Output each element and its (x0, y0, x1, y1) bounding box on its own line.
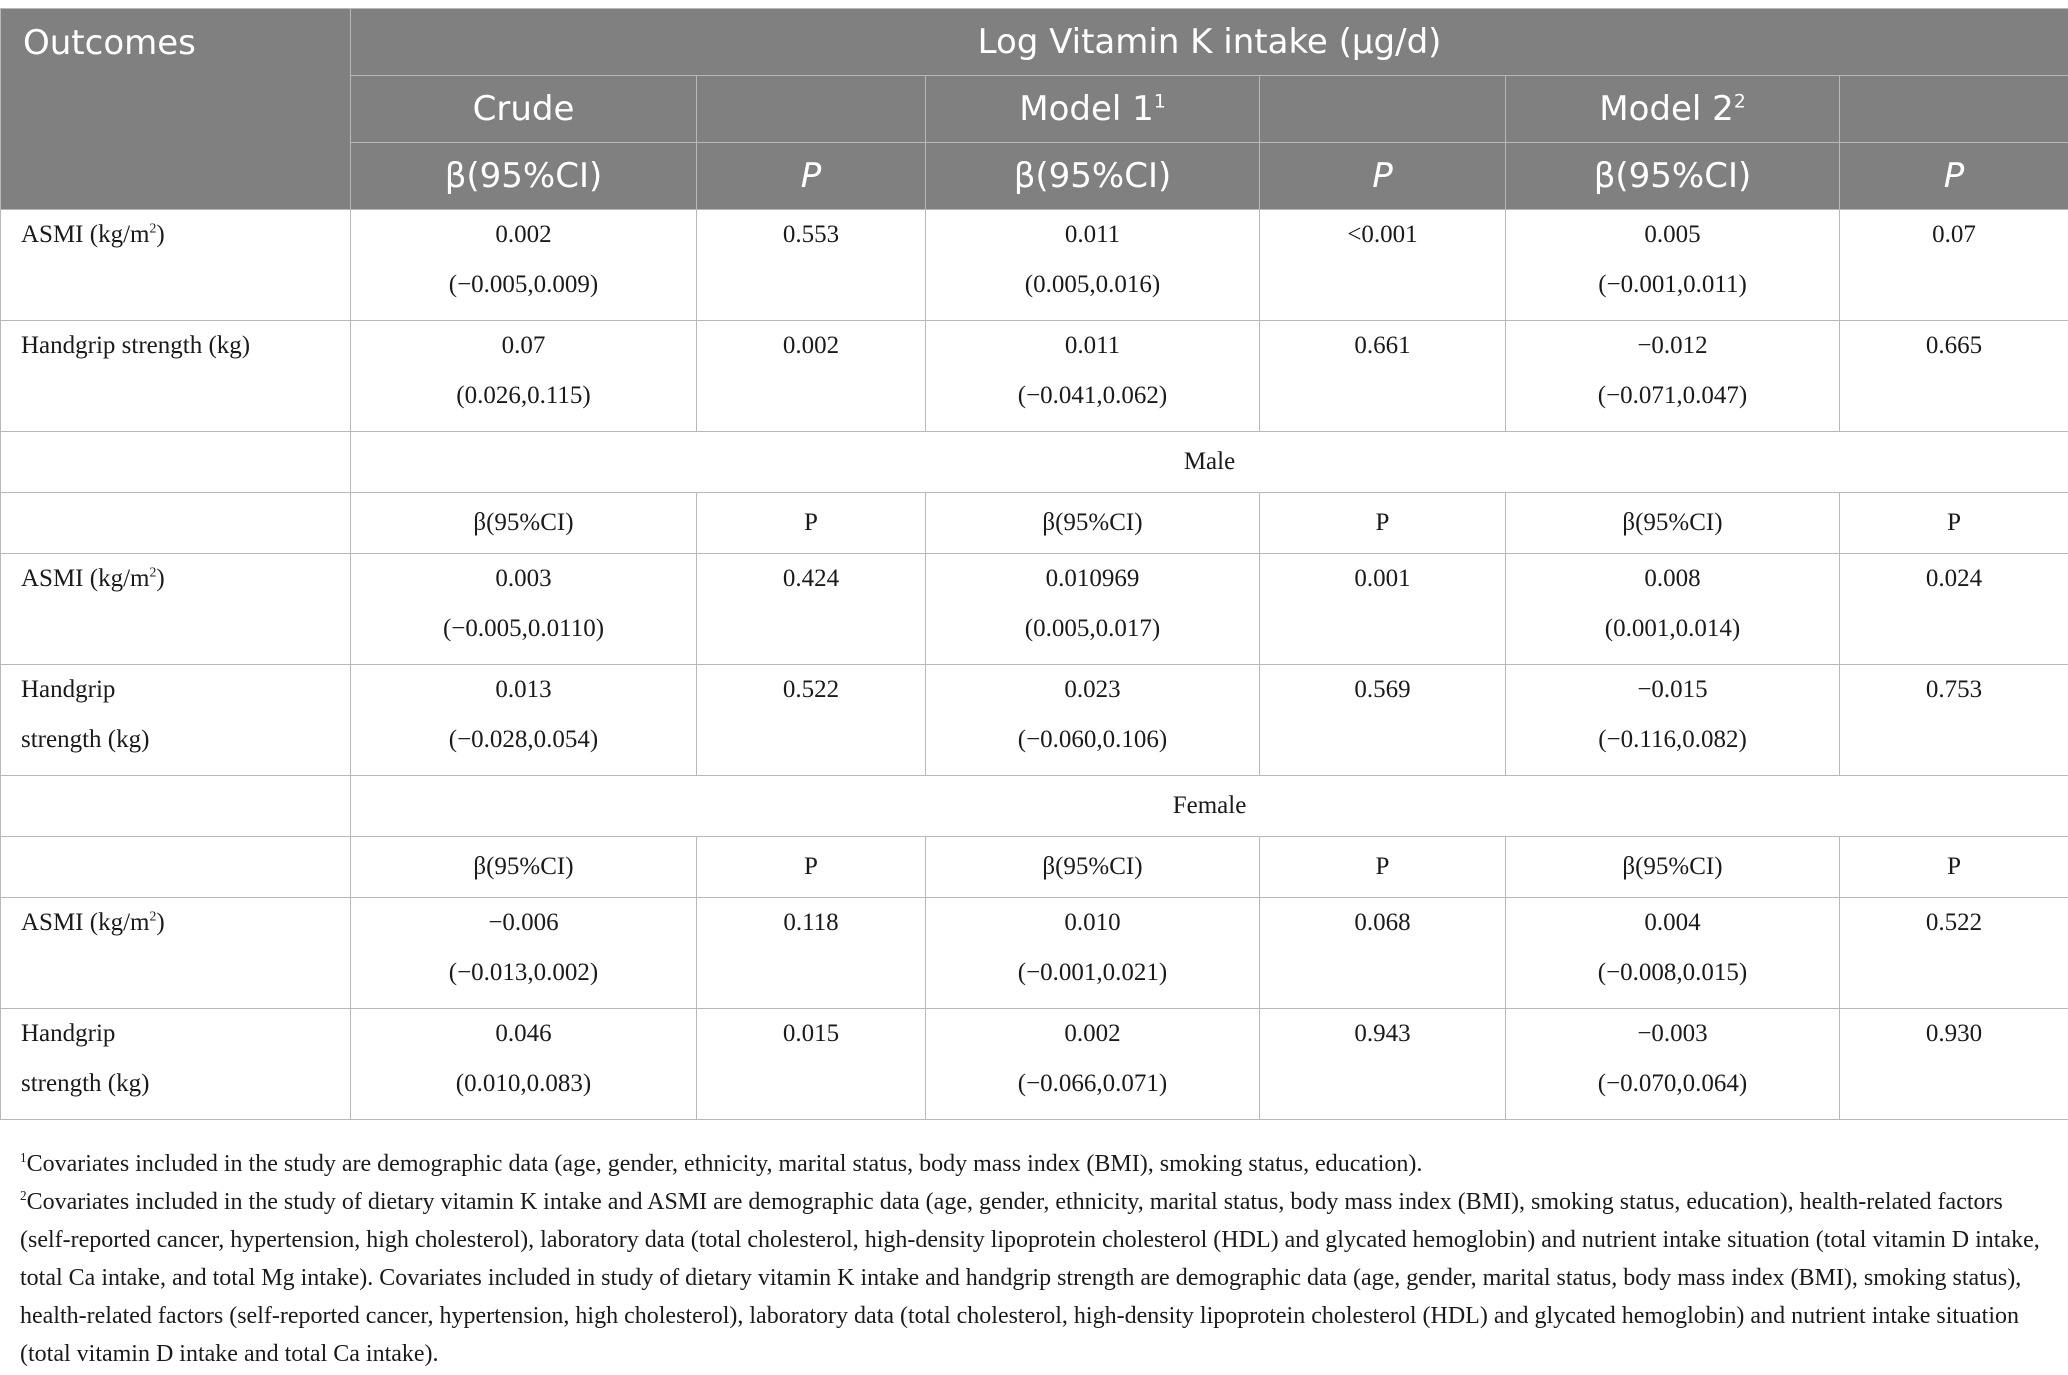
model2-header: Model $2^2$ (1506, 76, 1840, 143)
beta-cell: 0.008 (0.001,0.014) (1506, 554, 1840, 665)
p-cell: 0.424 (697, 554, 926, 665)
footnote-1: $^1$Covariates included in the study are demographic data (age, gender, ethnicity, marital status, body mass index (BMI), smoking status, education). (20, 1150, 1423, 1177)
p-subheader: P (1840, 493, 2068, 554)
p-cell: 0.943 (1260, 1009, 1506, 1120)
beta-subheader: β(95%CI) (926, 493, 1260, 554)
beta-header: β(95%CI) (1506, 143, 1840, 210)
model1-header: Model $1^1$ (926, 76, 1260, 143)
female-title: Female (351, 776, 2068, 837)
table-row (1, 898, 2068, 1009)
p-cell: 0.024 (1840, 554, 2068, 665)
beta-header: β(95%CI) (351, 143, 697, 210)
row-label: ASMI $(kg/m^2)$ (1, 554, 351, 665)
p-cell: 0.07 (1840, 210, 2068, 321)
p-header: P (1840, 143, 2068, 210)
beta-cell: −0.003 (−0.070,0.064) (1506, 1009, 1840, 1120)
subheader-row (1, 493, 2068, 554)
p-subheader: P (697, 493, 926, 554)
p-cell: 0.661 (1260, 321, 1506, 432)
beta-subheader: β(95%CI) (1506, 493, 1840, 554)
p-cell: 0.569 (1260, 665, 1506, 776)
p-cell: 0.665 (1840, 321, 2068, 432)
log-vitamin-k-header: Log Vitamin K intake (μg/d) (351, 9, 2068, 76)
male-title: Male (351, 432, 2068, 493)
beta-cell: −0.006 (−0.013,0.002) (351, 898, 697, 1009)
beta-cell: 0.011 (0.005,0.016) (926, 210, 1260, 321)
p-cell: 0.015 (697, 1009, 926, 1120)
beta-cell: 0.07 (0.026,0.115) (351, 321, 697, 432)
row-label: Handgrip strength (kg) (1, 665, 351, 776)
blank-cell (1, 493, 351, 554)
header-blank (1260, 76, 1506, 143)
blank-cell (1, 432, 351, 493)
beta-cell: 0.010969 (0.005,0.017) (926, 554, 1260, 665)
beta-cell: 0.002 (−0.066,0.071) (926, 1009, 1260, 1120)
beta-cell: 0.023 (−0.060,0.106) (926, 665, 1260, 776)
beta-cell: 0.046 (0.010,0.083) (351, 1009, 697, 1120)
beta-subheader: β(95%CI) (1506, 837, 1840, 898)
p-cell: 0.753 (1840, 665, 2068, 776)
table-footnotes (20, 1145, 2050, 1373)
results-table (0, 8, 2068, 1120)
beta-header: β(95%CI) (926, 143, 1260, 210)
row-label: Handgrip strength (kg) (1, 1009, 351, 1120)
p-cell: 0.930 (1840, 1009, 2068, 1120)
beta-cell: 0.005 (−0.001,0.011) (1506, 210, 1840, 321)
row-label: ASMI $(kg/m^2)$ (1, 210, 351, 321)
p-cell: <0.001 (1260, 210, 1506, 321)
section-row-male (1, 432, 2068, 493)
beta-cell: 0.002 (−0.005,0.009) (351, 210, 697, 321)
beta-cell: 0.004 (−0.008,0.015) (1506, 898, 1840, 1009)
p-cell: 0.068 (1260, 898, 1506, 1009)
table-row (1, 665, 2068, 776)
outcomes-header: Outcomes (1, 9, 351, 210)
crude-header: Crude (351, 76, 697, 143)
beta-cell: −0.012 (−0.071,0.047) (1506, 321, 1840, 432)
p-subheader: P (697, 837, 926, 898)
table-row (1, 321, 2068, 432)
p-cell: 0.553 (697, 210, 926, 321)
p-cell: 0.002 (697, 321, 926, 432)
p-header: P (697, 143, 926, 210)
p-cell: 0.001 (1260, 554, 1506, 665)
beta-subheader: β(95%CI) (351, 493, 697, 554)
table-row (1, 1009, 2068, 1120)
beta-cell: 0.013 (−0.028,0.054) (351, 665, 697, 776)
p-cell: 0.522 (697, 665, 926, 776)
row-label: ASMI $(kg/m^2)$ (1, 898, 351, 1009)
beta-cell: −0.015 (−0.116,0.082) (1506, 665, 1840, 776)
footnote-2: $^2$Covariates included in the study of dietary vitamin K intake and ASMI are demographic data (age, gender, ethnicity, marital status, body mass index (BMI), smoking status, education), health-related factors (self-reported cancer, hypertension, high cholesterol), laboratory data (total cholesterol, high-density lipoprotein cholesterol (HDL) and glycated hemoglobin) and nutrient intake situation (total vitamin D intake, total Ca intake, and total Mg intake). Covariates included in study of dietary vitamin K intake and handgrip strength are demographic data (age, gender, marital status, body mass index (BMI), smoking status), health-related factors (self-reported cancer, hypertension, high cholesterol), laboratory data (total cholesterol, high-density lipoprotein cholesterol (HDL) and glycated hemoglobin) and nutrient intake situation (total vitamin D intake and total Ca intake). (20, 1188, 2040, 1367)
beta-cell: 0.003 (−0.005,0.0110) (351, 554, 697, 665)
table-row (1, 554, 2068, 665)
blank-cell (1, 837, 351, 898)
p-header: P (1260, 143, 1506, 210)
subheader-row (1, 837, 2068, 898)
p-subheader: P (1260, 493, 1506, 554)
p-cell: 0.118 (697, 898, 926, 1009)
header-blank (697, 76, 926, 143)
beta-subheader: β(95%CI) (351, 837, 697, 898)
beta-subheader: β(95%CI) (926, 837, 1260, 898)
p-subheader: P (1840, 837, 2068, 898)
beta-cell: 0.011 (−0.041,0.062) (926, 321, 1260, 432)
table-row (1, 210, 2068, 321)
row-label: Handgrip strength (kg) (1, 321, 351, 432)
blank-cell (1, 776, 351, 837)
p-subheader: P (1260, 837, 1506, 898)
section-row-female (1, 776, 2068, 837)
header-blank (1840, 76, 2068, 143)
p-cell: 0.522 (1840, 898, 2068, 1009)
beta-cell: 0.010 (−0.001,0.021) (926, 898, 1260, 1009)
